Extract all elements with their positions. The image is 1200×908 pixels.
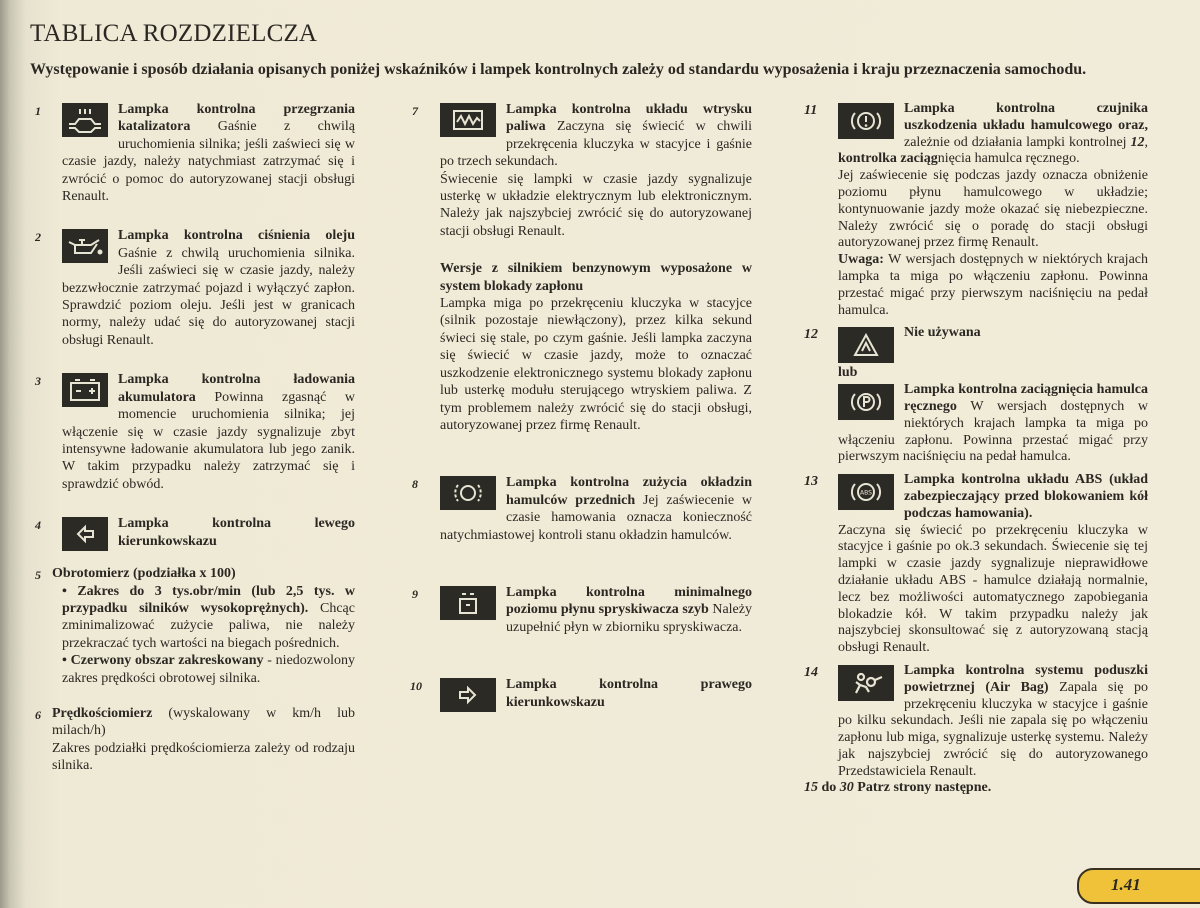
entry-heading: Lampka kontrolna zużycia okładzin hamulców przednich [506,475,752,508]
washer-fluid-icon [440,586,496,620]
entry-body: Chcąc zminimalizować zużycie paliwa, nie należy przekraczać tych wartości na biegach pośrednich. [62,600,355,651]
entry-body: Jej zaświecenie się podczas jazdy oznacza obniżenie poziomu płynu hamulcowego w układzie; kontynuowanie jazdy może okazać się niebezpieczne. Należy zwrócić się o poradę do stacji obsługi autoryzowanej przez firmę Renault. [838,168,1148,251]
page-number-badge [1077,868,1200,904]
entry-number: 4 [35,518,41,533]
entry-number: 2 [35,230,41,245]
range-separator: do [818,780,840,796]
entry-heading-rest: (wyskalowany w km/h lub milach/h) [52,705,355,739]
entry-heading: Obrotomierz (podziałka x 100) [52,566,236,582]
entry-heading: Lampka kontrolna przegrzania katalizatora [118,102,355,135]
entry-injection [412,101,753,240]
entry-body: Zakres podziałki prędkościomierza zależy od rodzaju silnika. [52,740,355,774]
entry-body-bold: kontrolka zaciąg [838,151,938,167]
page-title: TABLICA ROZDZIELCZA [30,20,318,47]
continuation-text: Patrz strony następne. [853,780,992,796]
entry-not-used [804,325,1148,466]
brake-pad-wear-icon [440,476,496,510]
entry-body: Świecenie się lampki w czasie jazdy sygnalizuje usterkę w układzie elektrycznym lub elektronicznym. Należy jak najszybciej zwrócić się do autoryzowanej stacji obsługi Renault. [440,171,752,239]
note-label: Uwaga: [838,252,884,268]
entry-body: Gaśnie z chwilą uruchomienia silnika; jeśli zaświeci się w czasie jazdy, należy natychmiast zatrzymać się i zwrócić o pomoc do autoryzowanej stacji obsługi Renault. [62,119,355,205]
entry-heading: Nie używana [904,325,981,341]
entry-number: 3 [35,374,41,389]
column-1 [35,101,355,775]
parking-brake-icon [838,384,894,420]
entry-body: - niedozwolony zakres prędkości obrotowej silnika. [62,653,355,686]
entry-brake-fault [804,101,1148,319]
entry-abs [804,472,1148,657]
entry-heading: Lampka kontrolna ciśnienia oleju [118,228,355,244]
column-3 [804,101,1149,797]
entry-number: 1 [35,104,41,118]
catalyst-overheat-icon [62,103,108,137]
entry-heading: Lampka kontrolna lewego kierunkowskazu [118,516,355,549]
cross-reference: 12 [1130,134,1145,150]
entry-immobilizer [440,260,752,434]
entry-body: W wersjach dostępnych w niektórych krajach lampka ta miga po włączeniu zapłonu. Powinna przestać migać przy pierwszym naciśnięciu na pedał hamulca. [838,398,1148,465]
column-2 [410,101,753,714]
entry-oil-pressure [35,227,355,349]
entry-airbag [804,662,1149,781]
left-turn-signal-icon [62,517,108,551]
entry-number: 13 [804,474,818,490]
right-turn-signal-icon [440,678,496,712]
entry-number: 11 [804,103,818,118]
tachometer-red-zone: • Czerwony obszar zakreskowany [62,653,264,669]
entry-heading: Lampka kontrolna czujnika uszkodzenia układu hamulcowego oraz, [904,101,1148,133]
or-label: lub [838,365,858,381]
entry-heading: Lampka kontrolna ładowania akumulatora [118,372,355,405]
brake-warning-icon [838,103,894,139]
entry-brake-pads [412,474,752,544]
entry-left-indicator [35,515,355,553]
entry-number: 14 [804,664,818,680]
oil-pressure-icon [62,229,108,263]
entry-body: Lampka miga po przekręceniu kluczyka w stacyjce (silnik pozostaje niewłączony), przez kilka sekund świeci się stale, po czym gaśnie. Jeśli lampka zaczyna się świecić w czasie jazdy, może to oznaczać uszkodzenie elektronicznego systemu blokady zapłonu lub usterkę modułu sterującego wtryskiem paliwa. Z tym problemem należy zwrócić się do stacji obsługi, autoryzowanej przez firmę Renault. [440,296,752,433]
entry-number: 6 [35,707,41,722]
warning-triangle-icon [838,327,894,363]
entry-heading: Lampka kontrolna układu wtrysku paliwa [506,102,752,135]
entry-body: Jej zaświecenie w czasie hamowania oznacza konieczność natychmiastowej kontroli stanu okładzin hamulców. [440,492,752,543]
range-end: 30 [839,780,854,796]
injection-system-icon [440,103,496,137]
entry-number: 12 [804,327,818,343]
entry-heading: Lampka kontrolna systemu poduszki powietrznej (Air Bag) [904,662,1148,695]
entry-body: , [1144,134,1148,150]
entry-washer-fluid [412,584,752,636]
entry-speedometer [35,705,355,775]
entry-body: Należy uzupełnić płyn w zbiorniku spryskiwacza. [506,602,752,635]
entry-number: 8 [412,477,418,492]
entry-heading: Prędkościomierz [52,705,153,721]
page-subtitle: Występowanie i sposób działania opisanych poniżej wskaźników i lampek kontrolnych zależy od standardu wyposażenia i kraju przeznaczenia samochodu. [30,61,1087,78]
entry-body: zależnie od działania lampki kontrolnej [904,134,1131,150]
entry-body: Zapala się po przekręceniu kluczyka w stacyjce i gaśnie po kilku sekundach. Jeśli nie zapala się po włączeniu zapłonu lub miga, sygnalizuje usterkę systemu. Należy jak najszybciej zwrócić się do autoryzowanego Przedstawiciela Renault. [838,679,1149,779]
entry-heading: Lampka kontrolna prawego kierunkowskazu [506,677,752,710]
airbag-icon [838,665,894,701]
abs-icon [838,474,894,510]
entry-catalyst [35,101,355,205]
entry-heading: Wersje z silnikiem benzynowym wyposażone w system blokady zapłonu [440,261,752,294]
entry-number: 5 [35,568,41,583]
svg-text:ABS: ABS [860,489,872,497]
entry-body: nięcia hamulca ręcznego. [937,151,1080,167]
entry-number: 7 [412,104,418,118]
entry-number: 9 [412,586,418,601]
continuation-note [804,780,1148,797]
page-number: 1.41 [1111,875,1141,894]
entry-right-indicator [410,676,752,714]
entry-number: 10 [410,679,422,694]
battery-icon [62,373,108,407]
entry-tachometer [35,565,355,687]
entry-heading: Lampka kontrolna zaciągnięcia hamulca ręcznego [904,382,1148,414]
entry-body: Zaczyna się świecić po przekręceniu kluczyka w stacyjce i gaśnie po ok.3 sekundach. Świecenie się tej lampki w czasie jazdy sygnalizuje nieprawidłowe działanie układu ABS - hamulce działają normalnie, lecz bez możliwości automatycznego zapobiegania blokadzie kół. W takim przypadku należy jak najszybciej skonsultować się z autoryzowaną stacją obsługi Renault. [838,522,1148,656]
entry-body: Zaczyna się świecić w chwili przekręcenia kluczyka w stacyjce i gaśnie po trzech sekundach. [440,119,753,170]
note-text: W wersjach dostępnych w niektórych krajach lampka ta miga po włączeniu zapłonu. Powinna przestać migać przy pierwszym naciśnięciu na pedał hamulca. [838,252,1148,318]
entry-body: Gaśnie z chwilą uruchomienia silnika. Jeśli zaświeci się w czasie jazdy, należy bezzwłocznie zatrzymać pojazd i wyłączyć zapłon. Sprawdzić poziom oleju. Jeśli jest w granicach normy, należy udać się do autoryzowanej stacji obsługi Renault. [62,245,355,348]
range-start: 15 [804,780,818,796]
entry-body: Powinna zgasnąć w momencie uruchomienia silnika; jej włączenie się w czasie jazdy sygnalizuje zbyt intensywne ładowanie akumulatora lub jego zanik. W takim przypadku należy zatrzymać się i sprawdzić obwód. [62,389,355,492]
entry-heading: Lampka kontrolna układu ABS (układ zabezpieczający przed blokowaniem kół podczas hamowania). [904,472,1148,521]
entry-heading: Lampka kontrolna minimalnego poziomu płynu spryskiwacza szyb [506,584,752,618]
entry-battery [35,371,355,493]
tachometer-range: • Zakres do 3 tys.obr/min (lub 2,5 tys. w przypadku silników wysokoprężnych). [62,583,355,616]
